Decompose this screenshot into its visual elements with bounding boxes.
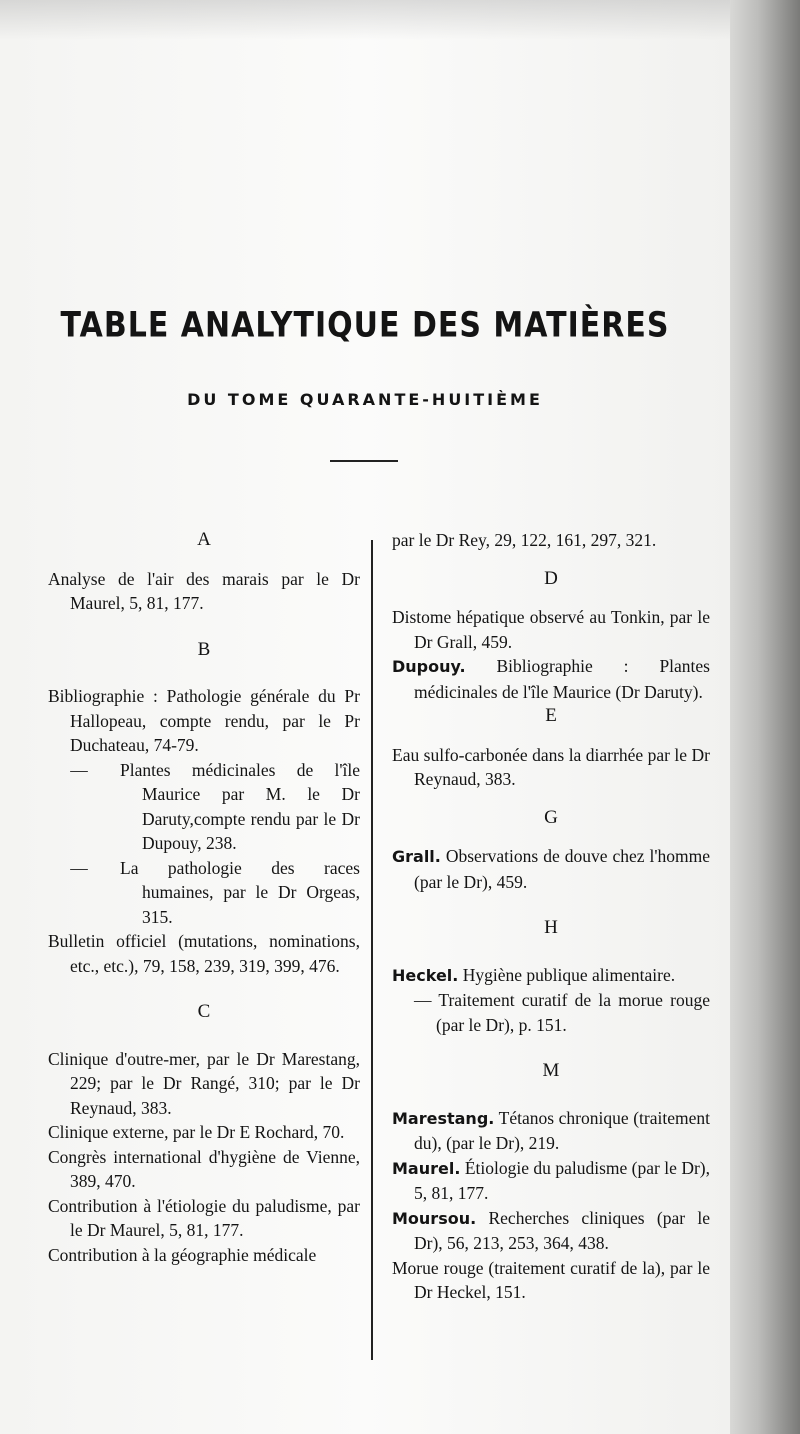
entry-text: Tétanos chronique (traitement du), (par le Dr), 219. bbox=[414, 1107, 710, 1153]
dash-mark: — bbox=[70, 857, 88, 878]
index-entry-grall bbox=[392, 844, 710, 894]
column-divider bbox=[371, 540, 373, 1360]
dash-mark: — bbox=[70, 759, 88, 780]
index-entry-bibliographie: Bibliographie : Pathologie générale du Pr Hallopeau, compte rendu, par le Pr Duchateau, 74-79. bbox=[48, 686, 360, 755]
index-entry-heckel bbox=[392, 963, 710, 989]
index-entry-contribution-geographie: Contribution à la géographie médicale bbox=[48, 1244, 317, 1265]
index-entry-continuation: par le Dr Rey, 29, 122, 161, 297, 321. bbox=[392, 530, 657, 550]
author-name: Marestang. bbox=[392, 1108, 495, 1128]
index-entry-clinique-externe: Clinique externe, par le Dr E Rochard, 70. bbox=[48, 1122, 345, 1142]
index-entry-distome: Distome hépatique observé au Tonkin, par le Dr Grall, 459. bbox=[392, 607, 710, 652]
section-letter-g: G bbox=[544, 806, 558, 828]
page-title: TABLE ANALYTIQUE DES MATIÈRES bbox=[60, 305, 670, 346]
section-letter-m: M bbox=[542, 1060, 560, 1081]
index-entry-marestang bbox=[392, 1106, 710, 1156]
author-name: Heckel. bbox=[392, 965, 459, 985]
index-subentry-heckel: — Traitement curatif de la morue rouge (par le Dr), p. 151. bbox=[414, 990, 710, 1035]
index-entry-contribution-paludisme: Contribution à l'étiologie du paludisme, par le Dr Maurel, 5, 81, 177. bbox=[48, 1195, 360, 1240]
index-entry-analyse: Analyse de l'air des marais par le Dr Maurel, 5, 81, 177. bbox=[48, 568, 360, 613]
section-letter-e: E bbox=[545, 705, 557, 726]
section-letter-d: D bbox=[544, 567, 558, 589]
index-entry-maurel bbox=[392, 1156, 710, 1206]
subentry-text: Plantes médicinales de l'île Maurice par M. le Dr Daruty,compte rendu par le Dr Dupouy, 238. bbox=[120, 759, 360, 853]
index-entry-eau: Eau sulfo-carbonée dans la diarrhée par le Dr Reynaud, 383. bbox=[392, 744, 710, 789]
author-name: Moursou. bbox=[392, 1208, 477, 1228]
author-name: Grall. bbox=[392, 847, 441, 866]
index-subentry-pathologie bbox=[48, 856, 360, 930]
subentry-text: La pathologie des races humaines, par le Dr Orgeas, 315. bbox=[120, 857, 360, 927]
page-edge bbox=[730, 0, 800, 1434]
index-entry-morue: Morue rouge (traitement curatif de la), par le Dr Heckel, 151. bbox=[392, 1257, 710, 1302]
entry-text: Hygiène publique alimentaire. bbox=[458, 964, 676, 985]
author-name: Maurel. bbox=[392, 1158, 461, 1178]
section-letter-c: C bbox=[197, 1001, 211, 1022]
index-entry-congres: Congrès international d'hygiène de Vienne, 389, 470. bbox=[48, 1146, 360, 1191]
index-subentry-plantes bbox=[48, 758, 360, 856]
index-entry-clinique-outre-mer: Clinique d'outre-mer, par le Dr Marestang, 229; par le Dr Rangé, 310; par le Dr Reynaud, 383. bbox=[48, 1048, 360, 1118]
section-letter-a: A bbox=[197, 529, 211, 550]
entry-text: Observations de douve chez l'homme (par le Dr), 459. bbox=[414, 846, 710, 892]
index-entry-moursou bbox=[392, 1206, 710, 1256]
entry-text: Recherches cliniques (par le Dr), 56, 213, 253, 364, 438. bbox=[414, 1207, 710, 1253]
entry-text: Étiologie du paludisme (par le Dr), 5, 81, 177. bbox=[414, 1157, 710, 1203]
right-column bbox=[392, 528, 710, 1305]
entry-text: Bibliographie : Plantes médicinales de l'île Maurice (Dr Daruty). bbox=[414, 656, 710, 702]
page-subtitle: DU TOME QUARANTE-HUITIÈME bbox=[187, 390, 543, 409]
left-column bbox=[48, 528, 360, 1267]
title-divider bbox=[330, 460, 398, 462]
section-letter-h: H bbox=[544, 917, 558, 938]
index-entry-dupouy bbox=[392, 654, 710, 704]
scan-shadow bbox=[0, 0, 730, 40]
author-name: Dupouy. bbox=[392, 657, 466, 676]
index-entry-bulletin: Bulletin officiel (mutations, nominations, etc., etc.), 79, 158, 239, 319, 399, 476. bbox=[48, 931, 360, 976]
section-letter-b: B bbox=[197, 638, 211, 660]
